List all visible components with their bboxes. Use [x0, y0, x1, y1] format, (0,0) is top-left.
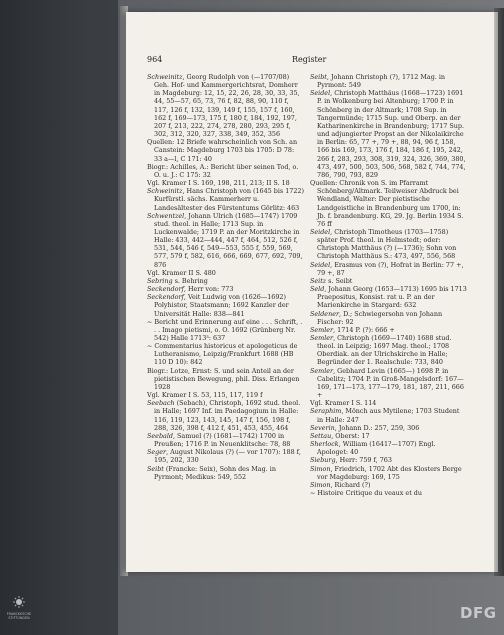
entry-text: ~ Commentarius historicus et apologeticus de Lutheranismo, Leipzig/Frankfurt 1688 (HB 110 D 10): 842 — [147, 342, 298, 367]
entry-text: (Francke: Seix), Sohn des Mag. in Pyrmont; Medikus: 549, 552 — [154, 464, 276, 481]
entry-text: , Christoph Timotheus (1703—1758) später Prof. theol. in Helmstedt; oder: Christoph Matthäus (?) (—1736); Sohn von Christoph Matthäus S.: 473, 497, 556, 568 — [317, 227, 457, 261]
entry-heading: Simon — [310, 464, 331, 473]
index-column-right — [310, 73, 467, 497]
entry-text: , Christoph Matthäus (1668—1723) 1691 P. in Wolkenburg bei Altenburg; 1700 P. in Schönberg in der Altmark; 1708 Sup. in Tangermünde; 1715 Sup. und Oberp. an der Katharinenkirche in Brandenburg; 1717 Sup. und adjungierter Propst an der Nikolaikirche in Berlin: 65, 77 +, 79 +, 88, 94, 96 f, 158, 166 bis 169, 173, 176 f, 184, 186 f, 195, 242, 266 f, 283, 293, 308, 319, 324, 326, 369, 380, 473, 497, 500, 503, 506, 568, 582 f, 744, 774, 786, 790, 793, 829 — [317, 89, 466, 179]
index-entry — [147, 391, 304, 399]
index-entry — [310, 440, 467, 456]
entry-text: Biogr.: Achilles, A.: Bericht über seinen Tod, o. O. u. J.: C 175: 32 — [147, 162, 299, 179]
entry-text: , William (1641?—1707) Engl. Apologet: 40 — [317, 440, 436, 457]
index-entry — [310, 407, 467, 423]
institution-logo — [4, 596, 34, 630]
entry-heading: Seld — [310, 285, 325, 294]
entry-text: Vgl. Kramer I S. 114 — [310, 399, 377, 408]
entry-heading: Seibt — [310, 73, 327, 81]
entry-heading: Semler — [310, 325, 334, 334]
entry-text: , Johann D.: 257, 259, 306 — [334, 423, 420, 432]
index-entry — [147, 342, 304, 366]
entry-text: , Herr von: 773 — [183, 285, 234, 294]
index-entry — [147, 187, 304, 211]
entry-text: ~ Bericht und Erinnerung auf eine . . . Schrift, . . . Imago pietismi, o. O. 1692 (Grünberg Nr. 542) Halle 1713³: 637 — [147, 317, 303, 342]
entry-heading: Seibt — [147, 464, 164, 473]
entry-heading: Seebach — [147, 399, 175, 408]
index-entry — [147, 269, 304, 277]
index-entry — [310, 399, 467, 407]
entry-text: (Sebach), Christoph, 1692 stud. theol. in Halle; 1697 Inf. im Paedagogium in Halle: 116, 119, 123, 143, 145, 147 f, 156, 198 f, 288, 326, 398 f, 412 f, 451, 453, 455, 464 — [154, 399, 301, 432]
entry-heading: Seckendorf — [147, 285, 184, 294]
entry-heading: Seger — [147, 448, 167, 457]
entry-heading: Seitz — [310, 276, 327, 285]
index-entry — [147, 448, 304, 464]
entry-heading: Semler — [310, 334, 334, 342]
index-entry — [310, 261, 467, 277]
entry-heading: Schweinitz — [147, 187, 183, 196]
index-entry — [147, 399, 304, 432]
entry-heading: Schweinitz — [147, 73, 183, 81]
index-entry — [310, 310, 467, 326]
page-title: Register — [292, 55, 327, 64]
index-entry — [310, 285, 467, 309]
entry-text: , Mönch aus Mytilene; 1703 Student in Halle: 247 — [317, 407, 460, 424]
index-entry — [310, 326, 467, 334]
index-entry — [147, 212, 304, 269]
logo-caption: FRANCKESCHE STIFTUNGEN — [6, 612, 32, 620]
index-entry — [310, 432, 467, 440]
entry-text: Vgl. Kramer I S. 53, 115, 117, 119 f — [147, 391, 263, 400]
entry-text: , Hans Christoph von (1645 bis 1722) Kurfürstl. sächs. Kammerherr u. Landesältester des Fürstentums Görlitz: 463 — [154, 187, 304, 212]
entry-text: , Johann Ulrich (1685—1747) 1709 stud. theol. in Halle; 1713 Sup. in Luckenwalde; 1719 P. an der Moritzkirche in Halle: 433, 442—444, 447 f, 464, 512, 526 f, 531, 544, 546 f, 549—553, 555 f, 559, 569, 577, 579 f, 582, 616, 666, 669, 677, 692, 709, 876 — [154, 211, 303, 269]
entry-text: ~ Histoire Critique du veaux et du — [310, 488, 423, 497]
index-entry — [310, 179, 467, 228]
index-entry — [310, 277, 467, 285]
entry-text: , Oberst: 17 — [331, 431, 370, 440]
index-entry — [147, 138, 304, 162]
entry-heading: Semler — [310, 366, 334, 375]
entry-text: , 1714 P. (?): 666 + — [333, 325, 395, 334]
index-entry — [147, 367, 304, 391]
index-entry — [310, 456, 467, 464]
index-entry — [147, 285, 304, 293]
entry-text: , Richard (?) — [330, 480, 371, 489]
entry-text: s. Behring — [172, 276, 208, 285]
entry-heading: Sherlock — [310, 440, 339, 449]
entry-text: Quellen: Chronik von S. im Pfarramt Schönberg/Altmark. Teilweiser Abdruck bei Wendland, Walter: Der pietistische Landgeistliche in Brandenburg um 1700, in: Jb. f. brandenburg. KG, 29. Jg. Berlin 1934 S. 76 ff — [310, 179, 464, 228]
entry-text: , Johann Christoph (?), 1712 Mag. in Pyrmont: 549 — [317, 73, 446, 90]
index-entry — [310, 481, 467, 489]
index-entry — [147, 318, 304, 342]
entry-text: , Christoph (1669—1740) 1688 stud. theol. in Leipzig; 1697 Mag. theol.; 1708 Oberdiak. an der Ulrichskirche in Halle; Begründer der 1. Realschule: 733, 840 — [317, 334, 452, 367]
sun-emblem-icon — [13, 596, 25, 610]
entry-heading: Sebring — [147, 276, 173, 285]
index-entry — [310, 334, 467, 367]
entry-heading: Severin — [310, 423, 335, 432]
index-entry — [310, 89, 467, 179]
index-entry — [310, 73, 467, 89]
entry-heading: Seldener — [310, 309, 340, 318]
entry-text: , Georg Rudolph von (—1707/08) Geh. Hof- und Kammergerichtsrat, Domherr in Magdeburg: 12, 15, 22, 26, 28, 30, 33, 35, 44, 55—57, 65, 73, 76 f, 82, 88, 90, 110 f, 117, 126 f, 132, 139, 149 f, 155, 157 f, 160, 162 f, 169—173, 175 f, 180 f, 184, 192, 197, 207 f, 213, 222, 274, 278, 280, 293, 295 f, 302, 312, 320, 327, 338, 349, 352, 356 — [154, 73, 300, 139]
entry-text: , August Nikolaus (?) (— vor 1707): 188 f, 195, 202, 330 — [154, 448, 301, 465]
index-entry — [310, 424, 467, 432]
entry-text: Quellen: 12 Briefe wahrscheinlich von Sch. an Canstein: Magdeburg 1703 bis 1705: D 78: 33 a—l, C 171: 40 — [147, 138, 298, 163]
entry-text: , Friedrich, 1702 Abt des Klosters Berge vor Magdeburg: 169, 175 — [317, 464, 462, 481]
entry-text: , Johann Georg (1653—1713) 1695 bis 1713 Praepositus, Konsist. rat u. P. an der Marienkirche in Stargard: 632 — [317, 285, 467, 310]
page-shadow — [494, 8, 504, 576]
entry-heading: Seraphim — [310, 407, 342, 416]
index-entry — [147, 163, 304, 179]
index-entry — [147, 465, 304, 481]
page-header — [147, 55, 469, 67]
index-entry — [147, 293, 304, 317]
entry-heading: Seidel — [310, 227, 331, 236]
entry-heading: Seidel — [310, 260, 331, 269]
entry-heading: Settau — [310, 431, 332, 440]
index-entry — [310, 367, 467, 400]
entry-text: , Herr: 759 f, 763 — [335, 456, 392, 465]
index-entry — [310, 465, 467, 481]
entry-text: Biogr.: Lotze, Ernst: S. und sein Anteil an der pietistischen Bewegung, phil. Diss. Erlangen 1928 — [147, 366, 300, 391]
entry-heading: Seckendorf — [147, 293, 184, 302]
entry-text: s. Seibt — [326, 276, 353, 285]
entry-text: Vgl. Kramer I S. 169, 198, 211, 213; II S. 18 — [147, 179, 290, 188]
entry-heading: Sieburg — [310, 456, 336, 465]
entry-text: , D.; Schwiegersohn von Johann Fischer: 92 — [317, 309, 443, 326]
index-column-left — [147, 73, 304, 481]
entry-text: , Gebhard Levin (1665—) 1698 P. in Cabelitz; 1704 P. in Groß-Mangelsdorf: 167—169, 171—173, 177—179, 181, 187, 211, 666 + — [317, 366, 464, 400]
entry-heading: Seidel — [310, 89, 331, 98]
index-entry — [147, 179, 304, 187]
entry-text: , Veit Ludwig von (1626—1692) Polyhistor, Staatsmann; 1692 Kanzler der Universität Halle: 838—841 — [154, 293, 289, 318]
index-entry — [310, 228, 467, 261]
entry-text: Vgl. Kramer II S. 480 — [147, 268, 216, 277]
index-entry — [310, 489, 467, 497]
index-entry — [147, 432, 304, 448]
entry-text: , Samuel (?) (1681—1742) 1700 in Preußen; 1716 P. in Neuenklitsche: 78, 88 — [154, 431, 291, 449]
dfg-watermark: DFG — [460, 604, 497, 622]
index-entry — [147, 277, 304, 285]
entry-heading: Simon — [310, 480, 331, 489]
entry-heading: Seebald — [147, 431, 173, 440]
page-number: 964 — [147, 55, 163, 64]
entry-text: , Erasmus von (?), Hofrat in Berlin: 77 +, 79 +, 87 — [317, 260, 464, 277]
entry-heading: Schwentzel — [147, 211, 185, 220]
index-entry — [147, 73, 304, 138]
